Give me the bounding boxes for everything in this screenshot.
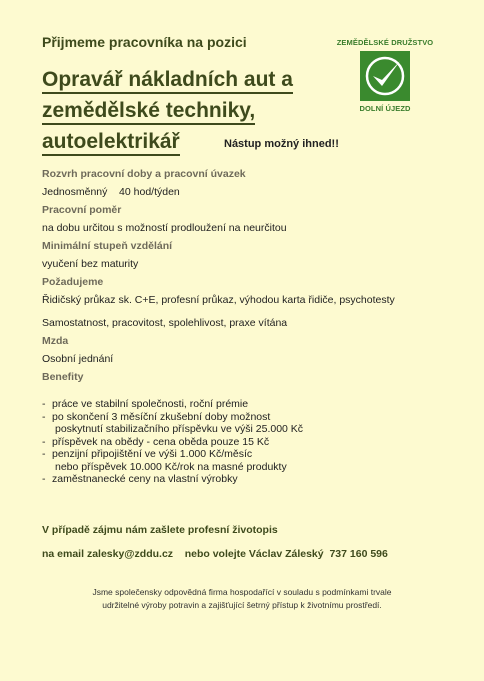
list-item-text: zaměstnanecké ceny na vlastní výrobky (52, 473, 238, 485)
section-label: Požadujeme (42, 276, 104, 288)
section-label: Mzda (42, 335, 69, 347)
list-item-text: příspěvek na obědy - cena oběda pouze 15 Kč (52, 435, 270, 448)
list-item-text: poskytnutí stabilizačního příspěvku ve výši 25.000 Kč (55, 423, 304, 435)
bullet: - (42, 473, 46, 485)
job-details (42, 166, 462, 386)
job-title-line: zemědělské techniky, (42, 99, 255, 125)
bullet: - (42, 410, 46, 423)
list-item (42, 436, 442, 449)
list-item-text: po skončení 3 měsíční zkušební doby možnost (52, 410, 271, 423)
list-item-text: nebo příspěvek 10.000 Kč/rok na masné produkty (55, 460, 287, 473)
section-label: Minimální stupeň vzdělání (42, 240, 173, 252)
list-item (42, 411, 442, 436)
footer-line: udržitelné výroby potravin a zajišťující šetrný přístup k životnímu prostředí. (102, 600, 382, 610)
list-item-text: práce ve stabilní společnosti, roční prémie (52, 398, 249, 410)
contact-line: na email zalesky@zddu.cz nebo volejte Václav Záleský 737 160 596 (42, 548, 388, 560)
section-value: vyučení bez maturity (42, 258, 139, 270)
section-label: Pracovní poměr (42, 204, 122, 216)
bullet: - (42, 398, 46, 410)
job-title-line: Opravář nákladních aut a (42, 68, 293, 94)
footer-note (50, 586, 434, 612)
section-value: Samostatnost, pracovitost, spolehlivost, praxe vítána (42, 317, 288, 329)
section-value: Jednosměnný 40 hod/týden (42, 186, 180, 198)
list-item (42, 398, 442, 411)
section-value: Řidičský průkaz sk. C+E, profesní průkaz, výhodou karta řidiče, psychotesty (42, 294, 395, 306)
section-value: Osobní jednání (42, 353, 114, 365)
list-item (42, 473, 442, 486)
job-title-line: autoelektrikář (42, 130, 180, 156)
footer-line: Jsme společensky odpovědná firma hospodařící v souladu s podmínkami trvale (92, 587, 392, 597)
benefits-list (42, 398, 442, 486)
intro-heading: Přijmeme pracovníka na pozici (42, 34, 247, 50)
bullet: - (42, 448, 46, 460)
list-item (42, 448, 442, 473)
company-logo (330, 38, 440, 113)
section-label: Benefity (42, 371, 84, 383)
logo-top-text: ZEMĚDĚLSKÉ DRUŽSTVO (336, 38, 434, 47)
checkmark-logo-icon (360, 51, 410, 101)
start-note: Nástup možný ihned!! (224, 138, 339, 150)
cta-text: V případě zájmu nám zašlete profesní životopis (42, 524, 278, 536)
bullet: - (42, 435, 46, 448)
section-value: na dobu určitou s možností prodloužení na neurčitou (42, 222, 287, 234)
list-item-text: penzijní připojištění ve výši 1.000 Kč/měsíc (52, 448, 253, 460)
section-label: Rozvrh pracovní doby a pracovní úvazek (42, 168, 246, 180)
logo-bottom-text: DOLNÍ ÚJEZD (359, 104, 411, 113)
